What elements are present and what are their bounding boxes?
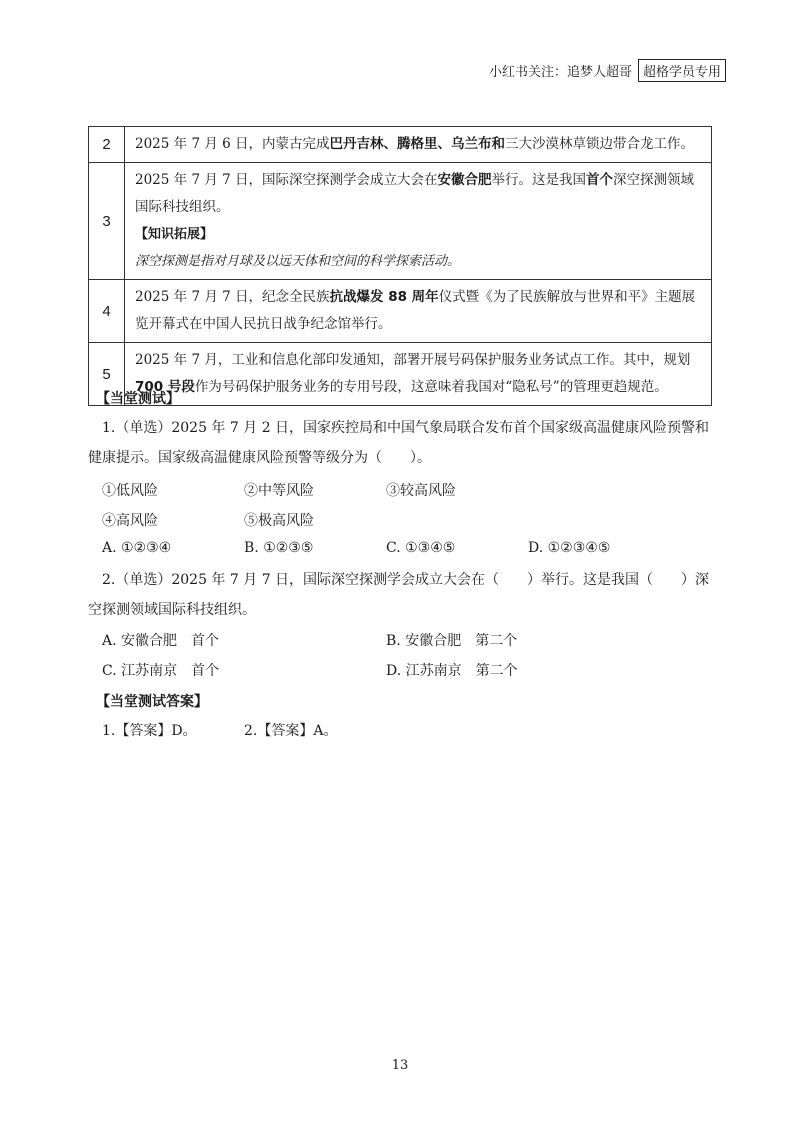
table-row [89,163,712,280]
q1-options [102,540,722,560]
q2-option-a: A. 安徽合肥 首个 [102,633,220,649]
row-number: 4 [89,280,125,343]
table-row [89,280,712,343]
q1-items-row-2 [102,510,702,530]
answers-row [102,720,502,740]
table-row [89,343,712,406]
table-row [89,127,712,163]
q1-item: ⑤极高风险 [244,513,314,529]
q2-options-row-2 [102,660,722,680]
row-number: 5 [89,343,125,406]
q1-item: ③较高风险 [386,483,456,499]
q1-option-c: C. ①③④⑤ [386,540,456,556]
q2-option-b: B. 安徽合肥 第二个 [386,633,518,649]
q2-options-row-1 [102,630,722,650]
row-number: 2 [89,127,125,163]
q1-option-d: D. ①②③④⑤ [528,540,611,556]
q1-items-row-1 [102,480,702,500]
answer-2: 2.【答案】A。 [244,723,338,739]
header-badge: 超格学员专用 [638,59,726,82]
row-content: 2025 年 7 月，工业和信息化部印发通知，部署开展号码保护服务业务试点工作。其中，规划 700 号段作为号码保护服务业务的专用号段，这意味着我国对“隐私号”的管理更趋规范。 [125,343,712,406]
answers-title: 【当堂测试答案】 [96,694,208,710]
page-number: 13 [391,1058,409,1073]
question-2-stem: 2.（单选）2025 年 7 月 7 日，国际深空探测学会成立大会在（ ）举行。这是我国（ ）深空探测领域国际科技组织。 [88,572,710,618]
q1-option-a: A. ①②③④ [102,540,172,556]
q1-item: ①低风险 [102,483,158,499]
row-content: 2025 年 7 月 7 日，纪念全民族抗战爆发 88 周年仪式暨《为了民族解放与世界和平》主题展览开幕式在中国人民抗日战争纪念馆举行。 [125,280,712,343]
page-header [489,59,726,82]
answer-1: 1.【答案】D。 [102,723,197,739]
knowledge-title: 【知识拓展】 [135,227,214,242]
news-table [88,126,712,406]
q2-option-d: D. 江苏南京 第二个 [386,663,518,679]
row-content: 2025 年 7 月 6 日，内蒙古完成巴丹吉林、腾格里、乌兰布和三大沙漠林草锁边带合龙工作。 [125,127,712,163]
q1-item: ④高风险 [102,513,158,529]
q1-item: ②中等风险 [244,483,314,499]
row-content: 2025 年 7 月 7 日，国际深空探测学会成立大会在安徽合肥举行。这是我国首个深空探测领域国际科技组织。 【知识拓展】 深空探测是指对月球及以远天体和空间的科学探索活动。 [125,163,712,280]
q1-option-b: B. ①②③⑤ [244,540,314,556]
row-number: 3 [89,163,125,280]
quiz-title: 【当堂测试】 [96,391,180,407]
question-1-stem: 1.（单选）2025 年 7 月 2 日，国家疾控局和中国气象局联合发布首个国家级高温健康风险预警和健康提示。国家级高温健康风险预警等级分为（ ）。 [88,420,710,466]
knowledge-text: 深空探测是指对月球及以远天体和空间的科学探索活动。 [135,254,461,269]
header-text: 小红书关注：追梦人超哥 [488,65,632,80]
q2-option-c: C. 江苏南京 首个 [102,663,220,679]
